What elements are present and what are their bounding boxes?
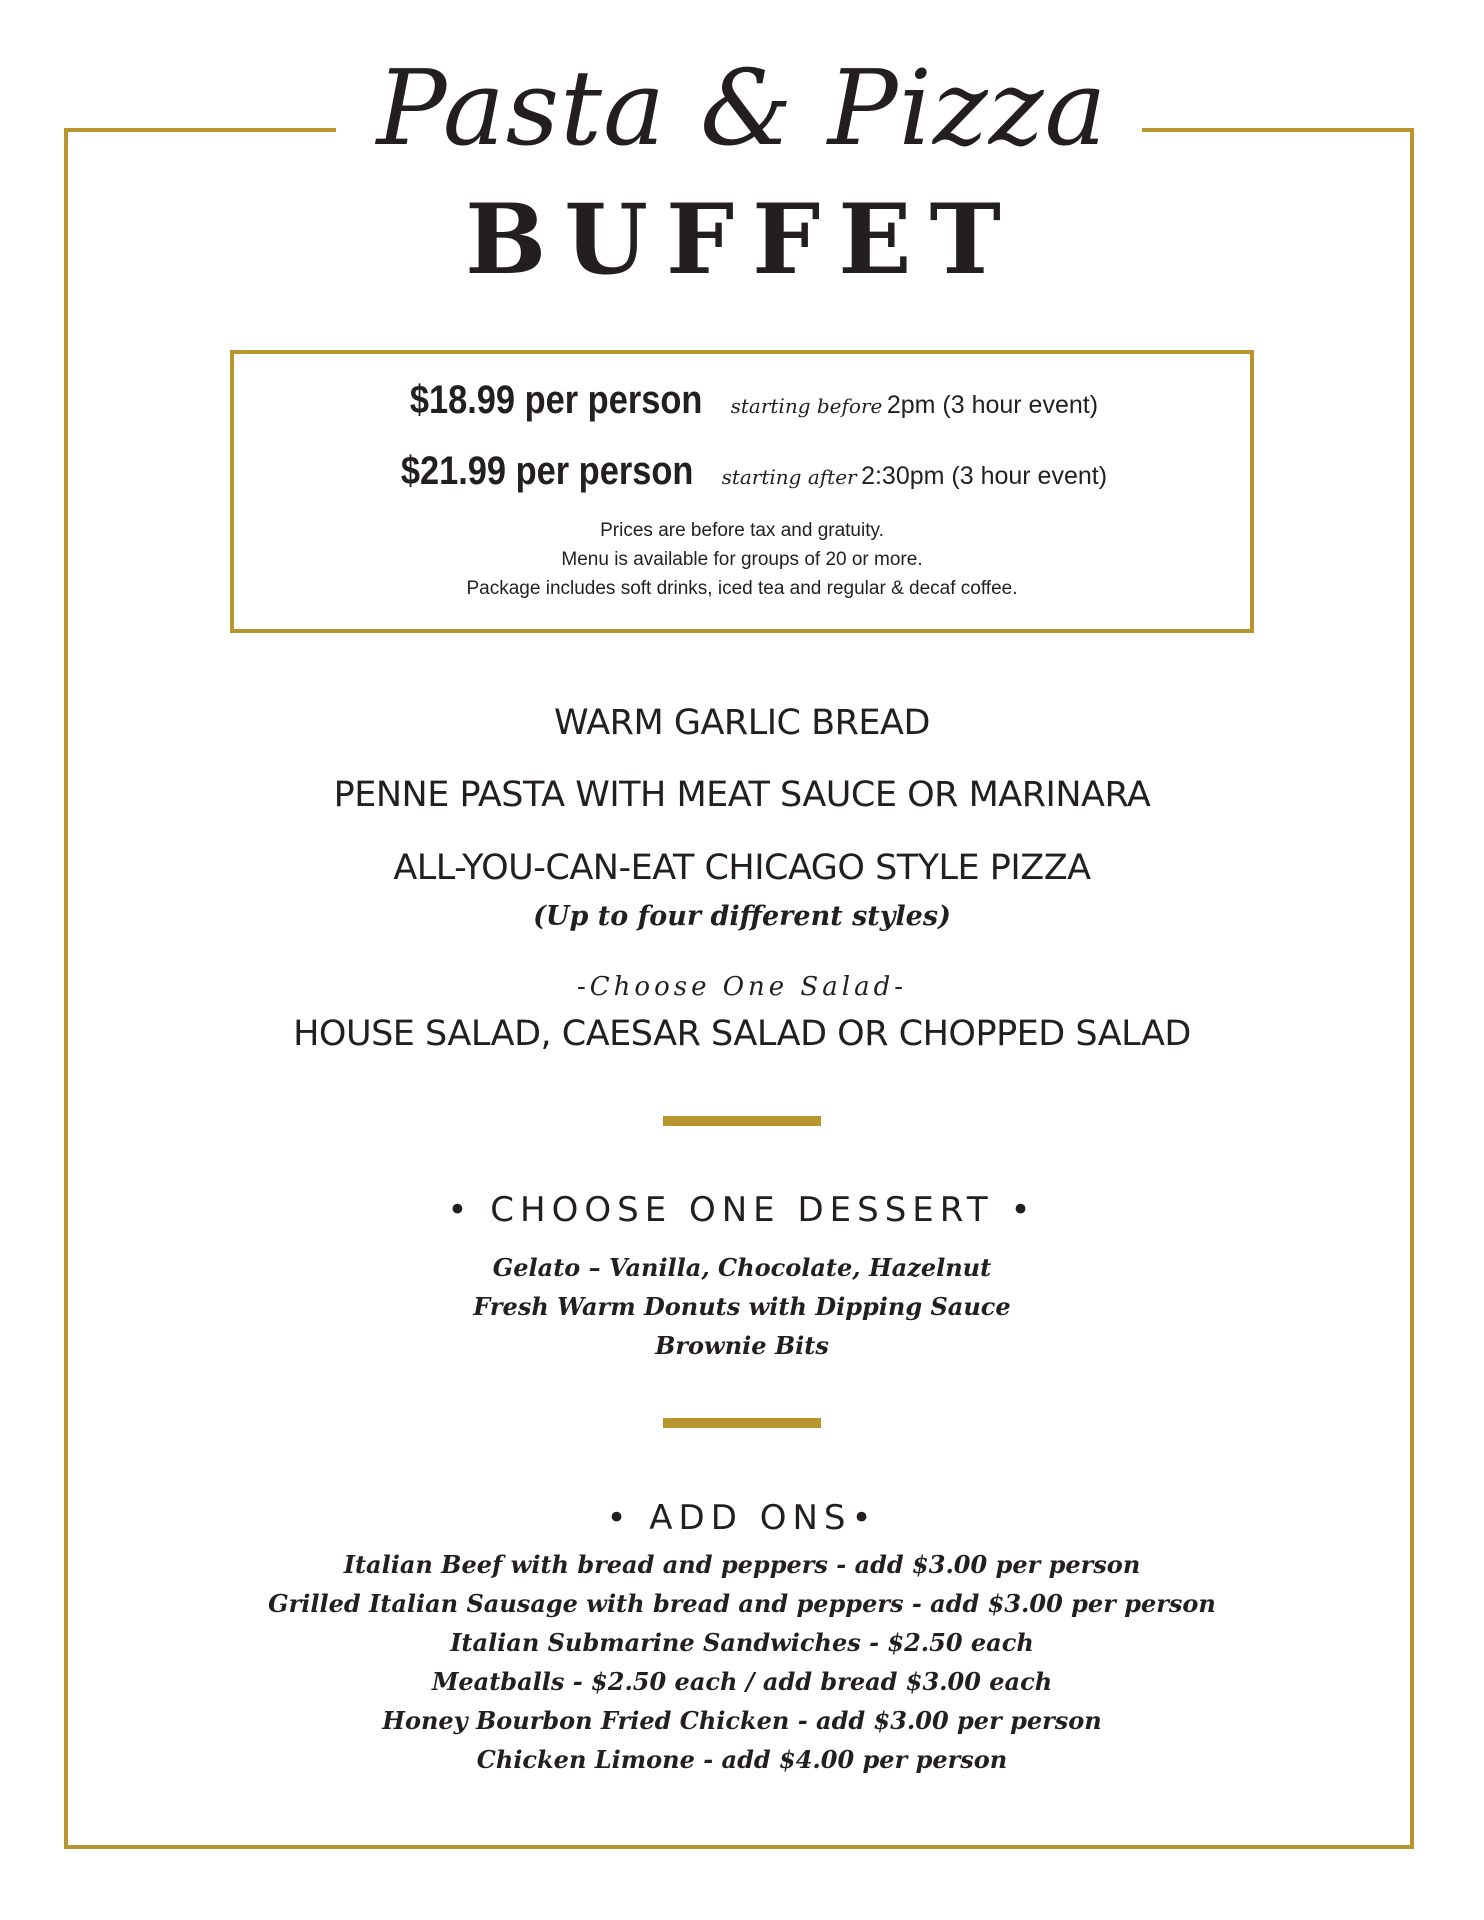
pizza-note: (Up to four different styles) bbox=[533, 901, 951, 932]
addon-item: Honey Bourbon Fried Chicken - add $3.00 per person bbox=[382, 1706, 1102, 1735]
menu-item: PENNE PASTA WITH MEAT SAUCE OR MARINARA bbox=[333, 775, 1151, 815]
addon-item: Italian Submarine Sandwiches - $2.50 each bbox=[450, 1628, 1034, 1657]
pricing-note: Prices are before tax and gratuity. bbox=[600, 520, 884, 541]
pricing-note: Package includes soft drinks, iced tea and regular & decaf coffee. bbox=[466, 578, 1018, 599]
dessert-item: Fresh Warm Donuts with Dipping Sauce bbox=[473, 1292, 1011, 1321]
price-condition: starting before bbox=[730, 394, 883, 418]
salad-heading: -Choose One Salad- bbox=[577, 972, 907, 1002]
price-time: 2pm (3 hour event) bbox=[886, 391, 1099, 419]
pricing-note: Menu is available for groups of 20 or more. bbox=[561, 549, 923, 570]
price-row-before bbox=[0, 378, 1484, 423]
dessert-item: Gelato – Vanilla, Chocolate, Hazelnut bbox=[492, 1253, 992, 1282]
addons-heading: • ADD ONS• bbox=[606, 1498, 878, 1538]
menu-item: ALL-YOU-CAN-EAT CHICAGO STYLE PIZZA bbox=[393, 848, 1091, 888]
addon-item: Italian Beef with bread and peppers - add $3.00 per person bbox=[343, 1550, 1141, 1579]
script-title: Pasta & Pizza bbox=[376, 47, 1108, 169]
addon-item: Meatballs - $2.50 each / add bread $3.00 each bbox=[431, 1667, 1053, 1696]
gold-divider bbox=[663, 1418, 821, 1428]
dessert-item: Brownie Bits bbox=[655, 1331, 829, 1360]
price-row-after bbox=[0, 449, 1484, 494]
price-time: 2:30pm (3 hour event) bbox=[861, 462, 1108, 490]
addon-item: Chicken Limone - add $4.00 per person bbox=[476, 1745, 1008, 1774]
price-amount: $18.99 per person bbox=[409, 378, 703, 422]
gold-divider bbox=[663, 1116, 821, 1126]
price-amount: $21.99 per person bbox=[400, 449, 694, 493]
buffet-title: BUFFET bbox=[465, 183, 1019, 296]
salad-options: HOUSE SALAD, CAESAR SALAD OR CHOPPED SALAD bbox=[293, 1014, 1191, 1054]
dessert-heading: • CHOOSE ONE DESSERT • bbox=[447, 1190, 1037, 1230]
menu-item: WARM GARLIC BREAD bbox=[554, 703, 930, 743]
price-condition: starting after bbox=[721, 465, 857, 489]
addon-item: Grilled Italian Sausage with bread and peppers - add $3.00 per person bbox=[268, 1589, 1216, 1618]
